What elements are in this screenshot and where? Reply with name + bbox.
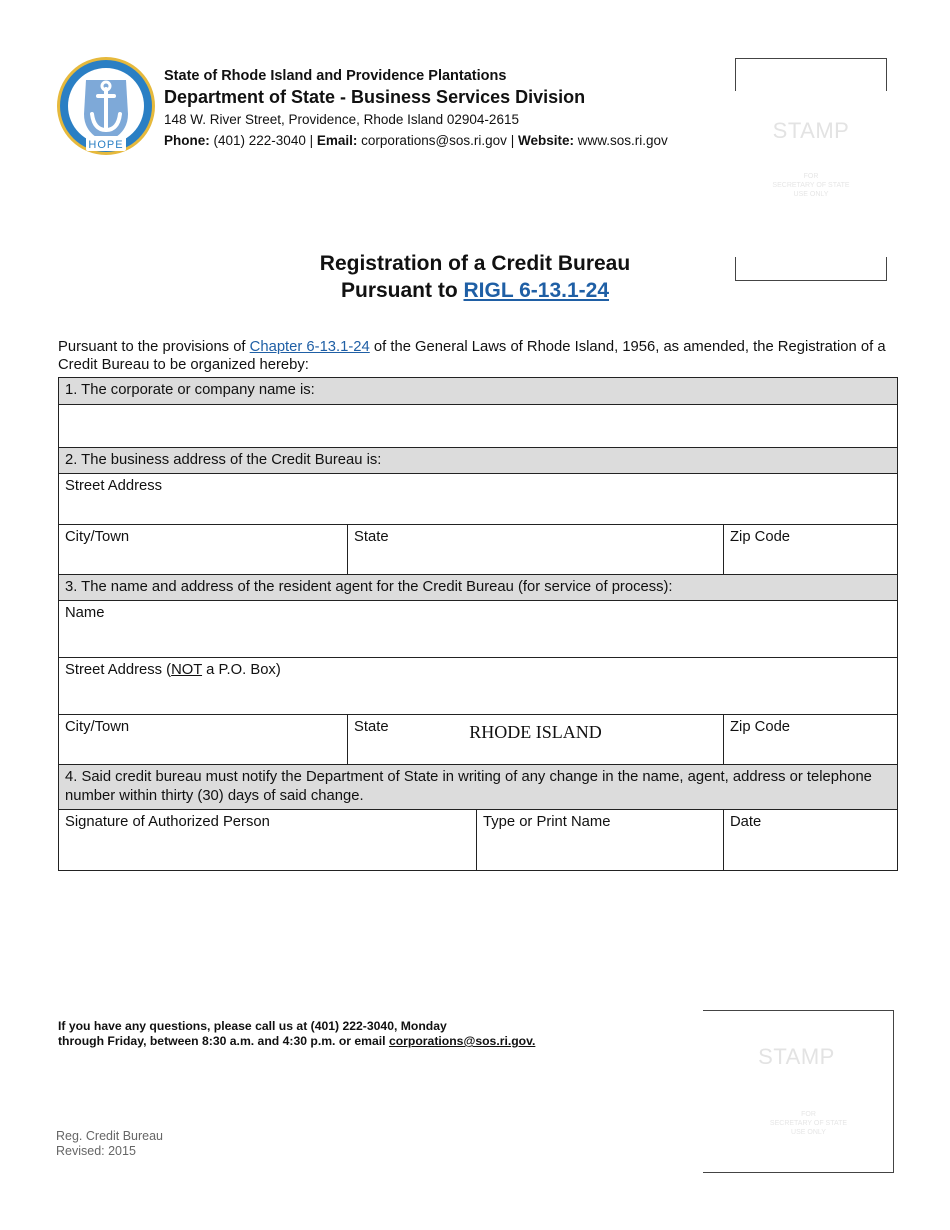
- revision-date: Revised: 2015: [56, 1144, 136, 1158]
- footer-email[interactable]: corporations@sos.ri.gov.: [388, 1034, 536, 1048]
- agent-name-field[interactable]: [59, 601, 898, 658]
- section-3-heading: 3. The name and address of the resident agent for the Credit Bureau (for service of process):: [59, 575, 898, 601]
- website-address: www.sos.ri.gov: [577, 133, 668, 148]
- form-name: Reg. Credit Bureau: [56, 1129, 164, 1143]
- rigl-link[interactable]: RIGL 6-13.1-24: [463, 279, 610, 302]
- agent-state-value: RHODE ISLAND: [469, 722, 602, 742]
- business-city-field[interactable]: [59, 525, 348, 575]
- section-1-heading: 1. The corporate or company name is:: [59, 378, 898, 405]
- seal-text: HOPE: [88, 139, 124, 151]
- date-field[interactable]: [724, 810, 898, 871]
- agency-header: [164, 67, 668, 152]
- business-street-field[interactable]: [59, 474, 898, 525]
- department-name: Department of State - Business Services Division: [164, 87, 586, 107]
- agent-state-field: [348, 715, 724, 765]
- agency-address: 148 W. River Street, Providence, Rhode Island 02904-2615: [164, 112, 519, 127]
- zip-label: Zip Code: [730, 719, 791, 735]
- state-label: State: [354, 719, 389, 735]
- print-name-label: Type or Print Name: [483, 814, 611, 830]
- company-name-field[interactable]: [59, 405, 898, 448]
- stamp-watermark: STAMP: [758, 1044, 835, 1069]
- date-label: Date: [730, 814, 762, 830]
- intro-paragraph: Pursuant to the provisions of Chapter 6-13.1-24 of the General Laws of Rhode Island, 1956, as amended, the Registration of a Credit Bureau to be organized hereby:: [58, 339, 886, 373]
- phone-label: Phone:: [164, 133, 210, 148]
- email-label: Email:: [316, 133, 358, 148]
- separator: |: [309, 133, 314, 148]
- state-name: State of Rhode Island and Providence Plantations: [164, 68, 507, 84]
- website-label: Website:: [517, 133, 574, 148]
- stamp-box-top: [735, 58, 887, 281]
- form-revision: [56, 1129, 163, 1159]
- form-title: [0, 250, 950, 304]
- phone-number: (401) 222-3040: [213, 133, 306, 148]
- registration-form-table: [58, 377, 898, 871]
- section-4-notice: 4. Said credit bureau must notify the Department of State in writing of any change in the name, agent, address or telephone number within thirty (30) days of said change.: [59, 765, 898, 810]
- state-seal-logo: [56, 56, 156, 156]
- contact-note: If you have any questions, please call us at (401) 222-3040, Monday through Friday, between 8:30 a.m. and 4:30 p.m. or email corporations@sos.ri.gov.: [58, 1019, 536, 1048]
- city-label: City/Town: [65, 529, 130, 545]
- form-title-line1: Registration of a Credit Bureau: [319, 252, 631, 275]
- stamp-watermark: STAMP: [772, 118, 850, 143]
- form-title-line2: Pursuant to RIGL 6-13.1-24: [340, 279, 610, 302]
- name-label: Name: [65, 605, 105, 621]
- separator: |: [510, 133, 515, 148]
- stamp-box-bottom: [703, 1010, 894, 1173]
- zip-label: Zip Code: [730, 529, 791, 545]
- agent-street-label: Street Address (NOT a P.O. Box): [65, 662, 281, 678]
- street-label: Street Address: [65, 478, 163, 494]
- print-name-field[interactable]: [477, 810, 723, 869]
- agent-city-field[interactable]: [59, 715, 348, 765]
- section-2-heading: 2. The business address of the Credit Bureau is:: [59, 448, 898, 474]
- contact-line: [164, 130, 668, 152]
- agent-zip-field[interactable]: [724, 715, 898, 765]
- signature-label: Signature of Authorized Person: [65, 814, 270, 830]
- email-address: corporations@sos.ri.gov: [361, 133, 507, 148]
- signature-field[interactable]: [59, 810, 477, 871]
- stamp-subtext: FOR SECRETARY OF STATE USE ONLY: [769, 1111, 848, 1136]
- business-zip-field[interactable]: [724, 525, 898, 575]
- agent-street-field[interactable]: [59, 658, 898, 715]
- state-label: State: [354, 529, 389, 545]
- city-label: City/Town: [65, 719, 130, 735]
- business-state-field[interactable]: [348, 525, 724, 575]
- print-date-cell: [477, 810, 724, 871]
- stamp-subtext: FOR SECRETARY OF STATE USE ONLY: [772, 173, 850, 198]
- chapter-link[interactable]: Chapter 6-13.1-24: [249, 339, 370, 355]
